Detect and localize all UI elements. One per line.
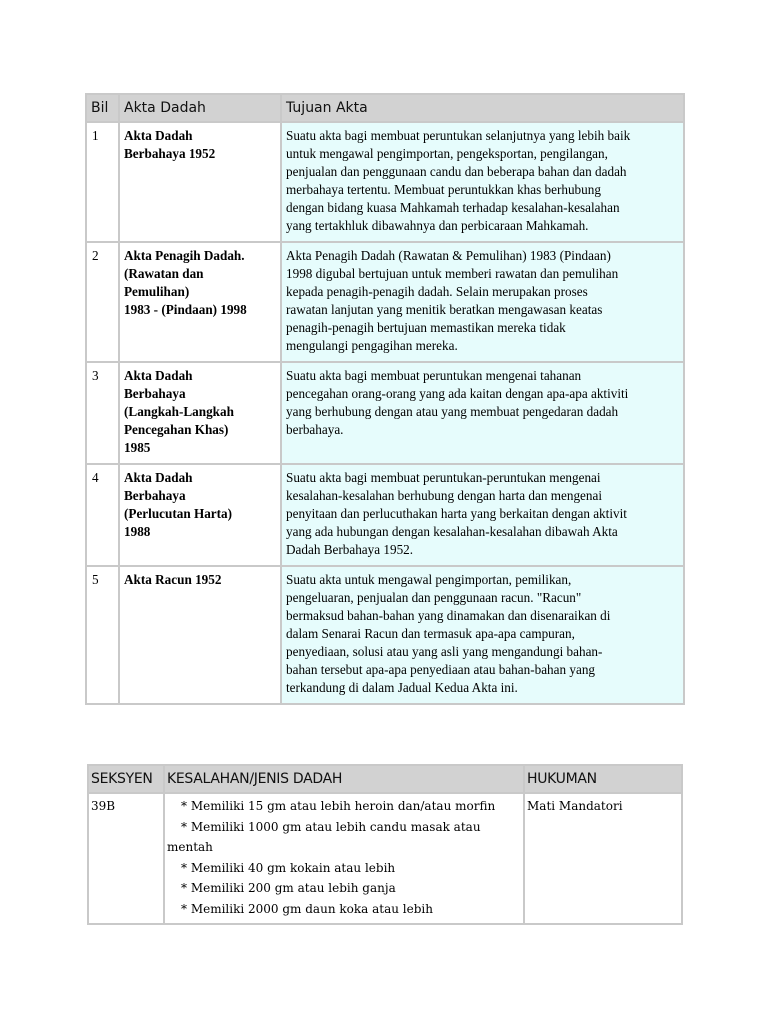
act-row xyxy=(87,363,683,463)
penalty-row xyxy=(89,794,681,923)
offence-item-continuation: mentah xyxy=(167,840,213,854)
header-akta-dadah: Akta Dadah xyxy=(120,95,280,121)
act-purpose-line: Akta Penagih Dadah (Rawatan & Pemulihan) 1983 (Pindaan) xyxy=(286,248,611,263)
act-name-line: Pemulihan) xyxy=(124,284,190,299)
act-name-line: Akta Dadah xyxy=(124,128,193,143)
act-row xyxy=(87,465,683,565)
act-number: 5 xyxy=(87,567,118,703)
act-name-line: (Rawatan dan xyxy=(124,266,204,281)
acts-table-body xyxy=(87,123,683,703)
act-purpose-line: penyediaan, solusi atau yang asli yang mengandungi bahan- xyxy=(286,644,603,659)
header-hukuman: HUKUMAN xyxy=(525,766,681,792)
act-purpose-line: Dadah Berbahaya 1952. xyxy=(286,542,414,557)
act-purpose xyxy=(282,567,683,703)
act-purpose-line: yang berhubung dengan atau yang membuat pengedaran dadah xyxy=(286,404,619,419)
act-name-line: Berbahaya xyxy=(124,488,186,503)
act-purpose-line: bahan tersebut apa-apa penyediaan atau bahan-bahan yang xyxy=(286,662,596,677)
act-purpose-line: penagih-penagih bertujuan memastikan mereka tidak xyxy=(286,320,566,335)
act-purpose-line: 1998 digubal bertujuan untuk memberi rawatan dan pemulihan xyxy=(286,266,619,281)
act-purpose-line: yang tertakhluk dibawahnya dan perbicaraan Mahkamah. xyxy=(286,218,589,233)
act-name-line: Akta Dadah xyxy=(124,368,193,383)
header-bil: Bil xyxy=(87,95,118,121)
act-name xyxy=(120,465,280,565)
act-name-line: Berbahaya 1952 xyxy=(124,146,216,161)
act-number: 3 xyxy=(87,363,118,463)
act-purpose xyxy=(282,363,683,463)
act-name-line: (Langkah-Langkah xyxy=(124,404,234,419)
act-purpose-line: Suatu akta bagi membuat peruntukan selanjutnya yang lebih baik xyxy=(286,128,631,143)
kesalahan-cell xyxy=(165,794,523,923)
act-purpose-line: rawatan lanjutan yang menitik beratkan mengawasan keatas xyxy=(286,302,603,317)
act-purpose xyxy=(282,243,683,361)
act-name-line: Akta Penagih Dadah. xyxy=(124,248,245,263)
act-purpose xyxy=(282,465,683,565)
act-purpose-line: penyitaan dan perlucuthakan harta yang berkaitan dengan aktivit xyxy=(286,506,627,521)
act-purpose-line: kesalahan-kesalahan berhubung dengan harta dan mengenai xyxy=(286,488,602,503)
act-purpose-line: pengeluaran, penjualan dan penggunaan racun. "Racun" xyxy=(286,590,582,605)
act-name xyxy=(120,363,280,463)
act-purpose-line: Suatu akta bagi membuat peruntukan-peruntukan mengenai xyxy=(286,470,601,485)
seksyen-cell: 39B xyxy=(89,794,163,923)
act-purpose-line: pencegahan orang-orang yang ada kaitan dengan apa-apa aktiviti xyxy=(286,386,629,401)
offence-item: * Memiliki 40 gm kokain atau lebih xyxy=(181,860,396,875)
acts-table-header-row xyxy=(87,95,683,121)
act-name-line: Akta Racun 1952 xyxy=(124,572,222,587)
act-name-line: (Perlucutan Harta) xyxy=(124,506,233,521)
act-purpose-line: yang ada hubungan dengan kesalahan-kesalahan dibawah Akta xyxy=(286,524,618,539)
act-purpose-line: mengulangi pengagihan mereka. xyxy=(286,338,458,353)
act-row xyxy=(87,243,683,361)
act-purpose-line: dengan bidang kuasa Mahkamah terhadap kesalahan-kesalahan xyxy=(286,200,620,215)
act-purpose-line: Suatu akta untuk mengawal pengimportan, pemilikan, xyxy=(286,572,572,587)
act-name-line: Berbahaya xyxy=(124,386,186,401)
offence-item: * Memiliki 2000 gm daun koka atau lebih xyxy=(181,901,433,916)
act-purpose-line: merbahaya tertentu. Membuat peruntukkan khas berhubung xyxy=(286,182,601,197)
act-name xyxy=(120,567,280,703)
act-number: 1 xyxy=(87,123,118,241)
act-name-line: 1985 xyxy=(124,440,151,455)
penalty-table-header-row xyxy=(89,766,681,792)
act-purpose-line: untuk mengawal pengimportan, pengeksportan, pengilangan, xyxy=(286,146,608,161)
act-purpose-line: bermaksud bahan-bahan yang dinamakan dan disenaraikan di xyxy=(286,608,611,623)
act-number: 2 xyxy=(87,243,118,361)
acts-table xyxy=(85,93,685,705)
act-name-line: 1988 xyxy=(124,524,151,539)
offence-item: * Memiliki 200 gm atau lebih ganja xyxy=(181,881,396,895)
act-name-line: Akta Dadah xyxy=(124,470,193,485)
offence-item: * Memiliki 15 gm atau lebih heroin dan/atau morfin xyxy=(181,799,496,813)
act-purpose-line: berbahaya. xyxy=(286,422,344,437)
act-name xyxy=(120,243,280,361)
act-name-line: 1983 - (Pindaan) 1998 xyxy=(124,302,247,317)
act-number: 4 xyxy=(87,465,118,565)
act-purpose xyxy=(282,123,683,241)
act-purpose-line: dalam Senarai Racun dan termasuk apa-apa campuran, xyxy=(286,626,575,641)
act-purpose-line: terkandung di dalam Jadual Kedua Akta ini. xyxy=(286,680,518,695)
offence-item: * Memiliki 1000 gm atau lebih candu masak atau xyxy=(181,819,481,834)
hukuman-cell: Mati Mandatori xyxy=(525,794,681,923)
act-purpose-line: Suatu akta bagi membuat peruntukan mengenai tahanan xyxy=(286,368,582,383)
act-purpose-line: penjualan dan penggunaan candu dan beberapa bahan dan dadah xyxy=(286,164,627,179)
act-row xyxy=(87,567,683,703)
header-tujuan-akta: Tujuan Akta xyxy=(282,95,683,121)
act-row xyxy=(87,123,683,241)
penalty-table xyxy=(87,764,683,925)
header-seksyen: SEKSYEN xyxy=(89,766,163,792)
header-kesalahan: KESALAHAN/JENIS DADAH xyxy=(165,766,523,792)
act-purpose-line: kepada penagih-penagih dadah. Selain merupakan proses xyxy=(286,284,588,299)
act-name xyxy=(120,123,280,241)
act-name-line: Pencegahan Khas) xyxy=(124,422,229,437)
